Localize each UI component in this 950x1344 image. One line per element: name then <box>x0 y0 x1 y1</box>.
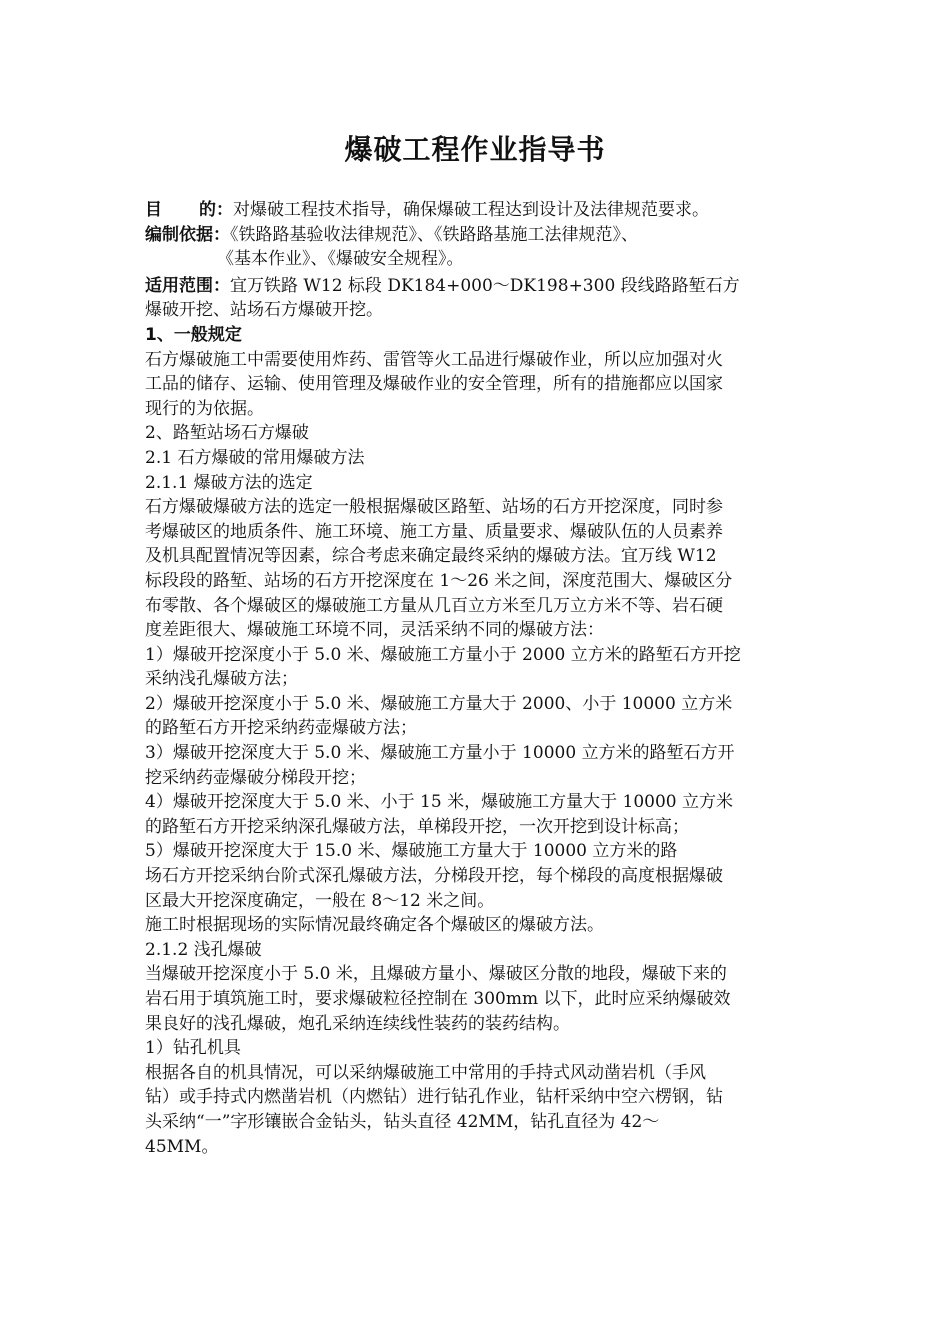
document-title: 爆破工程作业指导书 <box>344 133 606 166</box>
document-body <box>145 198 810 1159</box>
list-item-4: 4）爆破开挖深度大于 5.0 米、小于 15 米，爆破施工方量大于 10000 立方米 <box>145 792 733 813</box>
shallow-line: 当爆破开挖深度小于 5.0 米，且爆破方量小、爆破区分散的地段，爆破下来的 <box>145 964 727 985</box>
purpose-text: 对爆破工程技术指导，确保爆破工程达到设计及法律规范要求。 <box>233 200 709 220</box>
section1-line: 现行的为依据。 <box>145 398 264 419</box>
para-line: 度差距很大、爆破施工环境不同，灵活采纳不同的爆破方法： <box>145 620 604 641</box>
list-item-2: 2）爆破开挖深度小于 5.0 米、爆破施工方量大于 2000、小于 10000 立方米 <box>145 693 733 714</box>
basis-line-2: 《基本作业》、《爆破安全规程》。 <box>217 249 464 270</box>
section2-heading: 2、路堑站场石方爆破 <box>145 423 309 444</box>
basis-label: 编制依据： <box>145 224 230 245</box>
list-item-5-cont: 场石方开挖采纳台阶式深孔爆破方法，分梯段开挖，每个梯段的高度根据爆破 <box>145 866 723 887</box>
shallow-line: 岩石用于填筑施工时，要求爆破粒径控制在 300mm 以下，此时应采纳爆破效 <box>145 989 731 1009</box>
drill-line: 45MM。 <box>145 1136 219 1157</box>
purpose-line <box>145 198 810 223</box>
scope-line-2: 爆破开挖、站场石方爆破开挖。 <box>145 300 383 321</box>
shallow-line: 果良好的浅孔爆破，炮孔采纳连续线性装药的装药结构。 <box>145 1013 570 1034</box>
section1-heading: 1、一般规定 <box>145 324 242 345</box>
list-item-1-cont: 采纳浅孔爆破方法； <box>145 669 298 690</box>
basis-line-1 <box>145 223 810 248</box>
drill-line: 头采纳“一”字形镶嵌合金钻头，钻头直径 42MM，钻孔直径为 42～ <box>145 1111 660 1132</box>
drill-heading: 1）钻孔机具 <box>145 1038 241 1059</box>
para-line: 考爆破区的地质条件、施工环境、施工方量、质量要求、爆破队伍的人员素养 <box>145 521 723 542</box>
list-item-4-cont: 的路堑石方开挖采纳深孔爆破方法，单梯段开挖，一次开挖到设计标高； <box>145 816 689 837</box>
subsection-2-1: 2.1 石方爆破的常用爆破方法 <box>145 447 365 468</box>
subsection-2-1-2: 2.1.2 浅孔爆破 <box>145 939 262 960</box>
list-item-3: 3）爆破开挖深度大于 5.0 米、爆破施工方量小于 10000 立方米的路堑石方开 <box>145 743 735 764</box>
list-item-5: 5）爆破开挖深度大于 15.0 米、爆破施工方量大于 10000 立方米的路 <box>145 841 678 862</box>
purpose-label: 目 的： <box>145 200 233 220</box>
para-line: 标段段的路堑、站场的石方开挖深度在 1～26 米之间，深度范围大、爆破区分 <box>145 570 733 591</box>
list-item-5-cont: 区最大开挖深度确定，一般在 8～12 米之间。 <box>145 890 495 911</box>
scope-text-1: 宜万铁路 W12 标段 DK184+000～DK198+300 段线路路堑石方 <box>230 275 740 296</box>
section1-line: 工品的储存、运输、使用管理及爆破作业的安全管理，所有的措施都应以国家 <box>145 374 723 395</box>
drill-line: 根据各自的机具情况，可以采纳爆破施工中常用的手持式风动凿岩机（手风 <box>145 1062 706 1083</box>
list-item-1: 1）爆破开挖深度小于 5.0 米、爆破施工方量小于 2000 立方米的路堑石方开挖 <box>145 644 741 665</box>
para-line: 布零散、各个爆破区的爆破施工方量从几百立方米至几万立方米不等、岩石硬 <box>145 595 723 616</box>
basis-text-1: 《铁路路基验收法律规范》、《铁路路基施工法律规范》、 <box>230 224 638 245</box>
drill-line: 钻）或手持式内燃凿岩机（内燃钻）进行钻孔作业，钻杆采纳中空六楞钢，钻 <box>145 1087 723 1108</box>
subsection-2-1-1: 2.1.1 爆破方法的选定 <box>145 472 313 493</box>
list-item-3-cont: 挖采纳药壶爆破分梯段开挖； <box>145 767 366 788</box>
para-line: 及机具配置情况等因素，综合考虑来确定最终采纳的爆破方法。宜万线 W12 <box>145 546 717 567</box>
list-item-2-cont: 的路堑石方开挖采纳药壶爆破方法； <box>145 718 417 739</box>
section1-line: 石方爆破施工中需要使用炸药、雷管等火工品进行爆破作业，所以应加强对火 <box>145 349 723 370</box>
scope-line-1 <box>145 274 810 299</box>
final-line: 施工时根据现场的实际情况最终确定各个爆破区的爆破方法。 <box>145 915 604 936</box>
para-line: 石方爆破爆破方法的选定一般根据爆破区路堑、站场的石方开挖深度，同时参 <box>145 497 723 518</box>
scope-label: 适用范围： <box>145 275 230 296</box>
